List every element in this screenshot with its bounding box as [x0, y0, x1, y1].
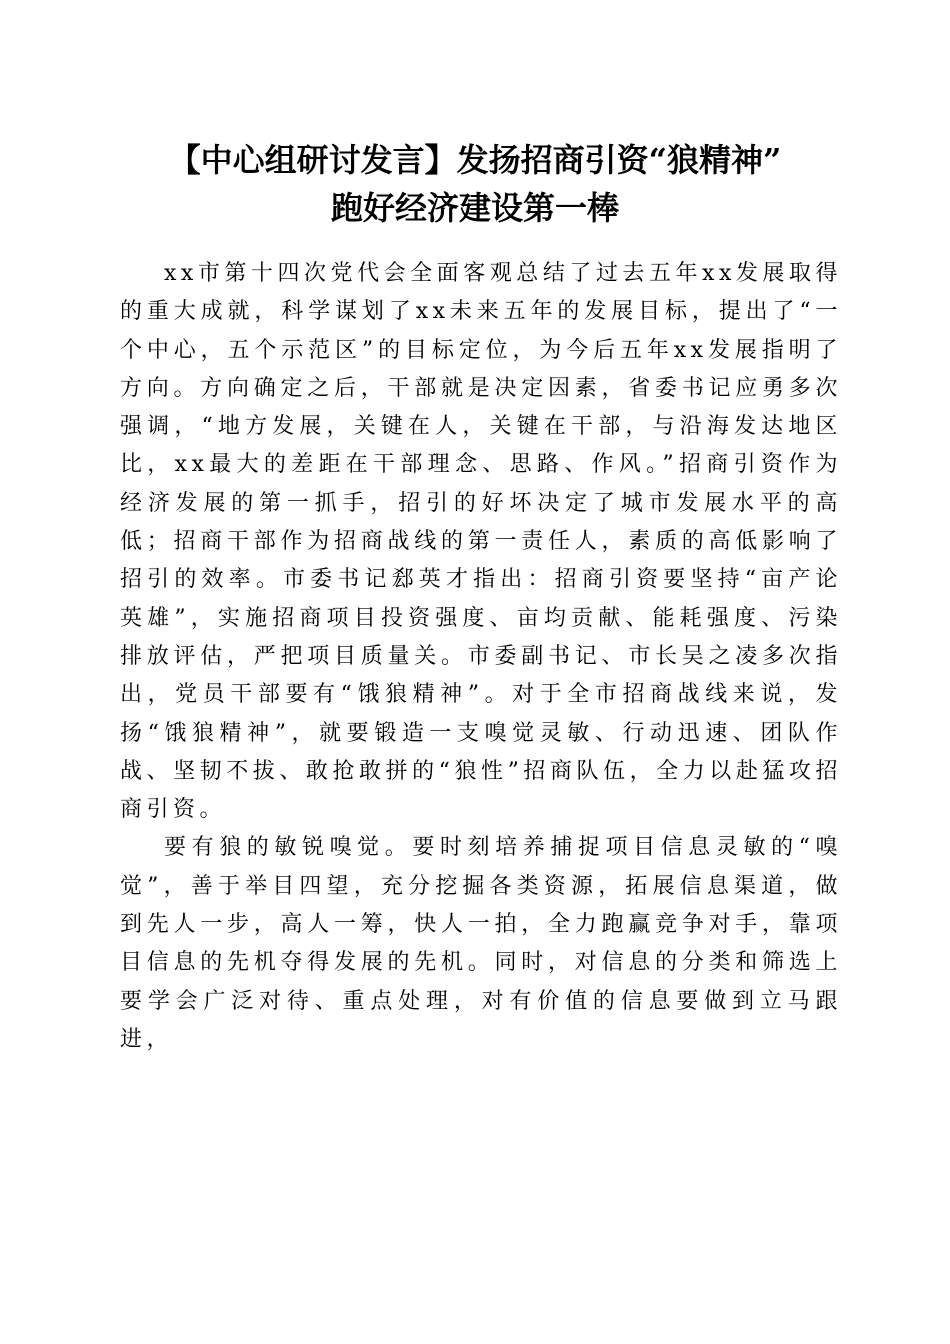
document-body: [120, 255, 842, 1059]
body-paragraph-1: xx市第十四次党代会全面客观总结了过去五年xx发展取得的重大成就，科学谋划了xx未来五年的发展目标，提出了“一个中心，五个示范区”的目标定位，为今后五年xx发展指明了方向。方向确定之后，干部就是决定因素，省委书记应勇多次强调，“地方发展，关键在人，关键在干部，与沿海发达地区比，xx最大的差距在干部理念、思路、作风。”招商引资作为经济发展的第一抓手，招引的好坏决定了城市发展水平的高低；招商干部作为招商战线的第一责任人，素质的高低影响了招引的效率。市委书记郄英才指出：招商引资要坚持“亩产论英雄”，实施招商项目投资强度、亩均贡献、能耗强度、污染排放评估，严把项目质量关。市委副书记、市长吴之凌多次指出，党员干部要有“饿狼精神”。对于全市招商战线来说，发扬“饿狼精神”，就要锻造一支嗅觉灵敏、行动迅速、团队作战、坚韧不拔、敢抢敢拼的“狼性”招商队伍，全力以赴猛攻招商引资。: [120, 261, 842, 823]
title-line-2: 跑好经济建设第一棒: [330, 189, 619, 227]
title-line-1: 【中心组研讨发言】发扬招商引资“狼精神”: [168, 141, 782, 179]
body-paragraph-2: 要有狼的敏锐嗅觉。要时刻培养捕捉项目信息灵敏的“嗅觉”，善于举目四望，充分挖掘各类资源，拓展信息渠道，做到先人一步，高人一筹，快人一拍，全力跑赢竞争对手，靠项目信息的先机夺得发展的先机。同时，对信息的分类和筛选上要学会广泛对待、重点处理，对有价值的信息要做到立马跟进，: [120, 835, 842, 1052]
document-title: [60, 136, 890, 232]
